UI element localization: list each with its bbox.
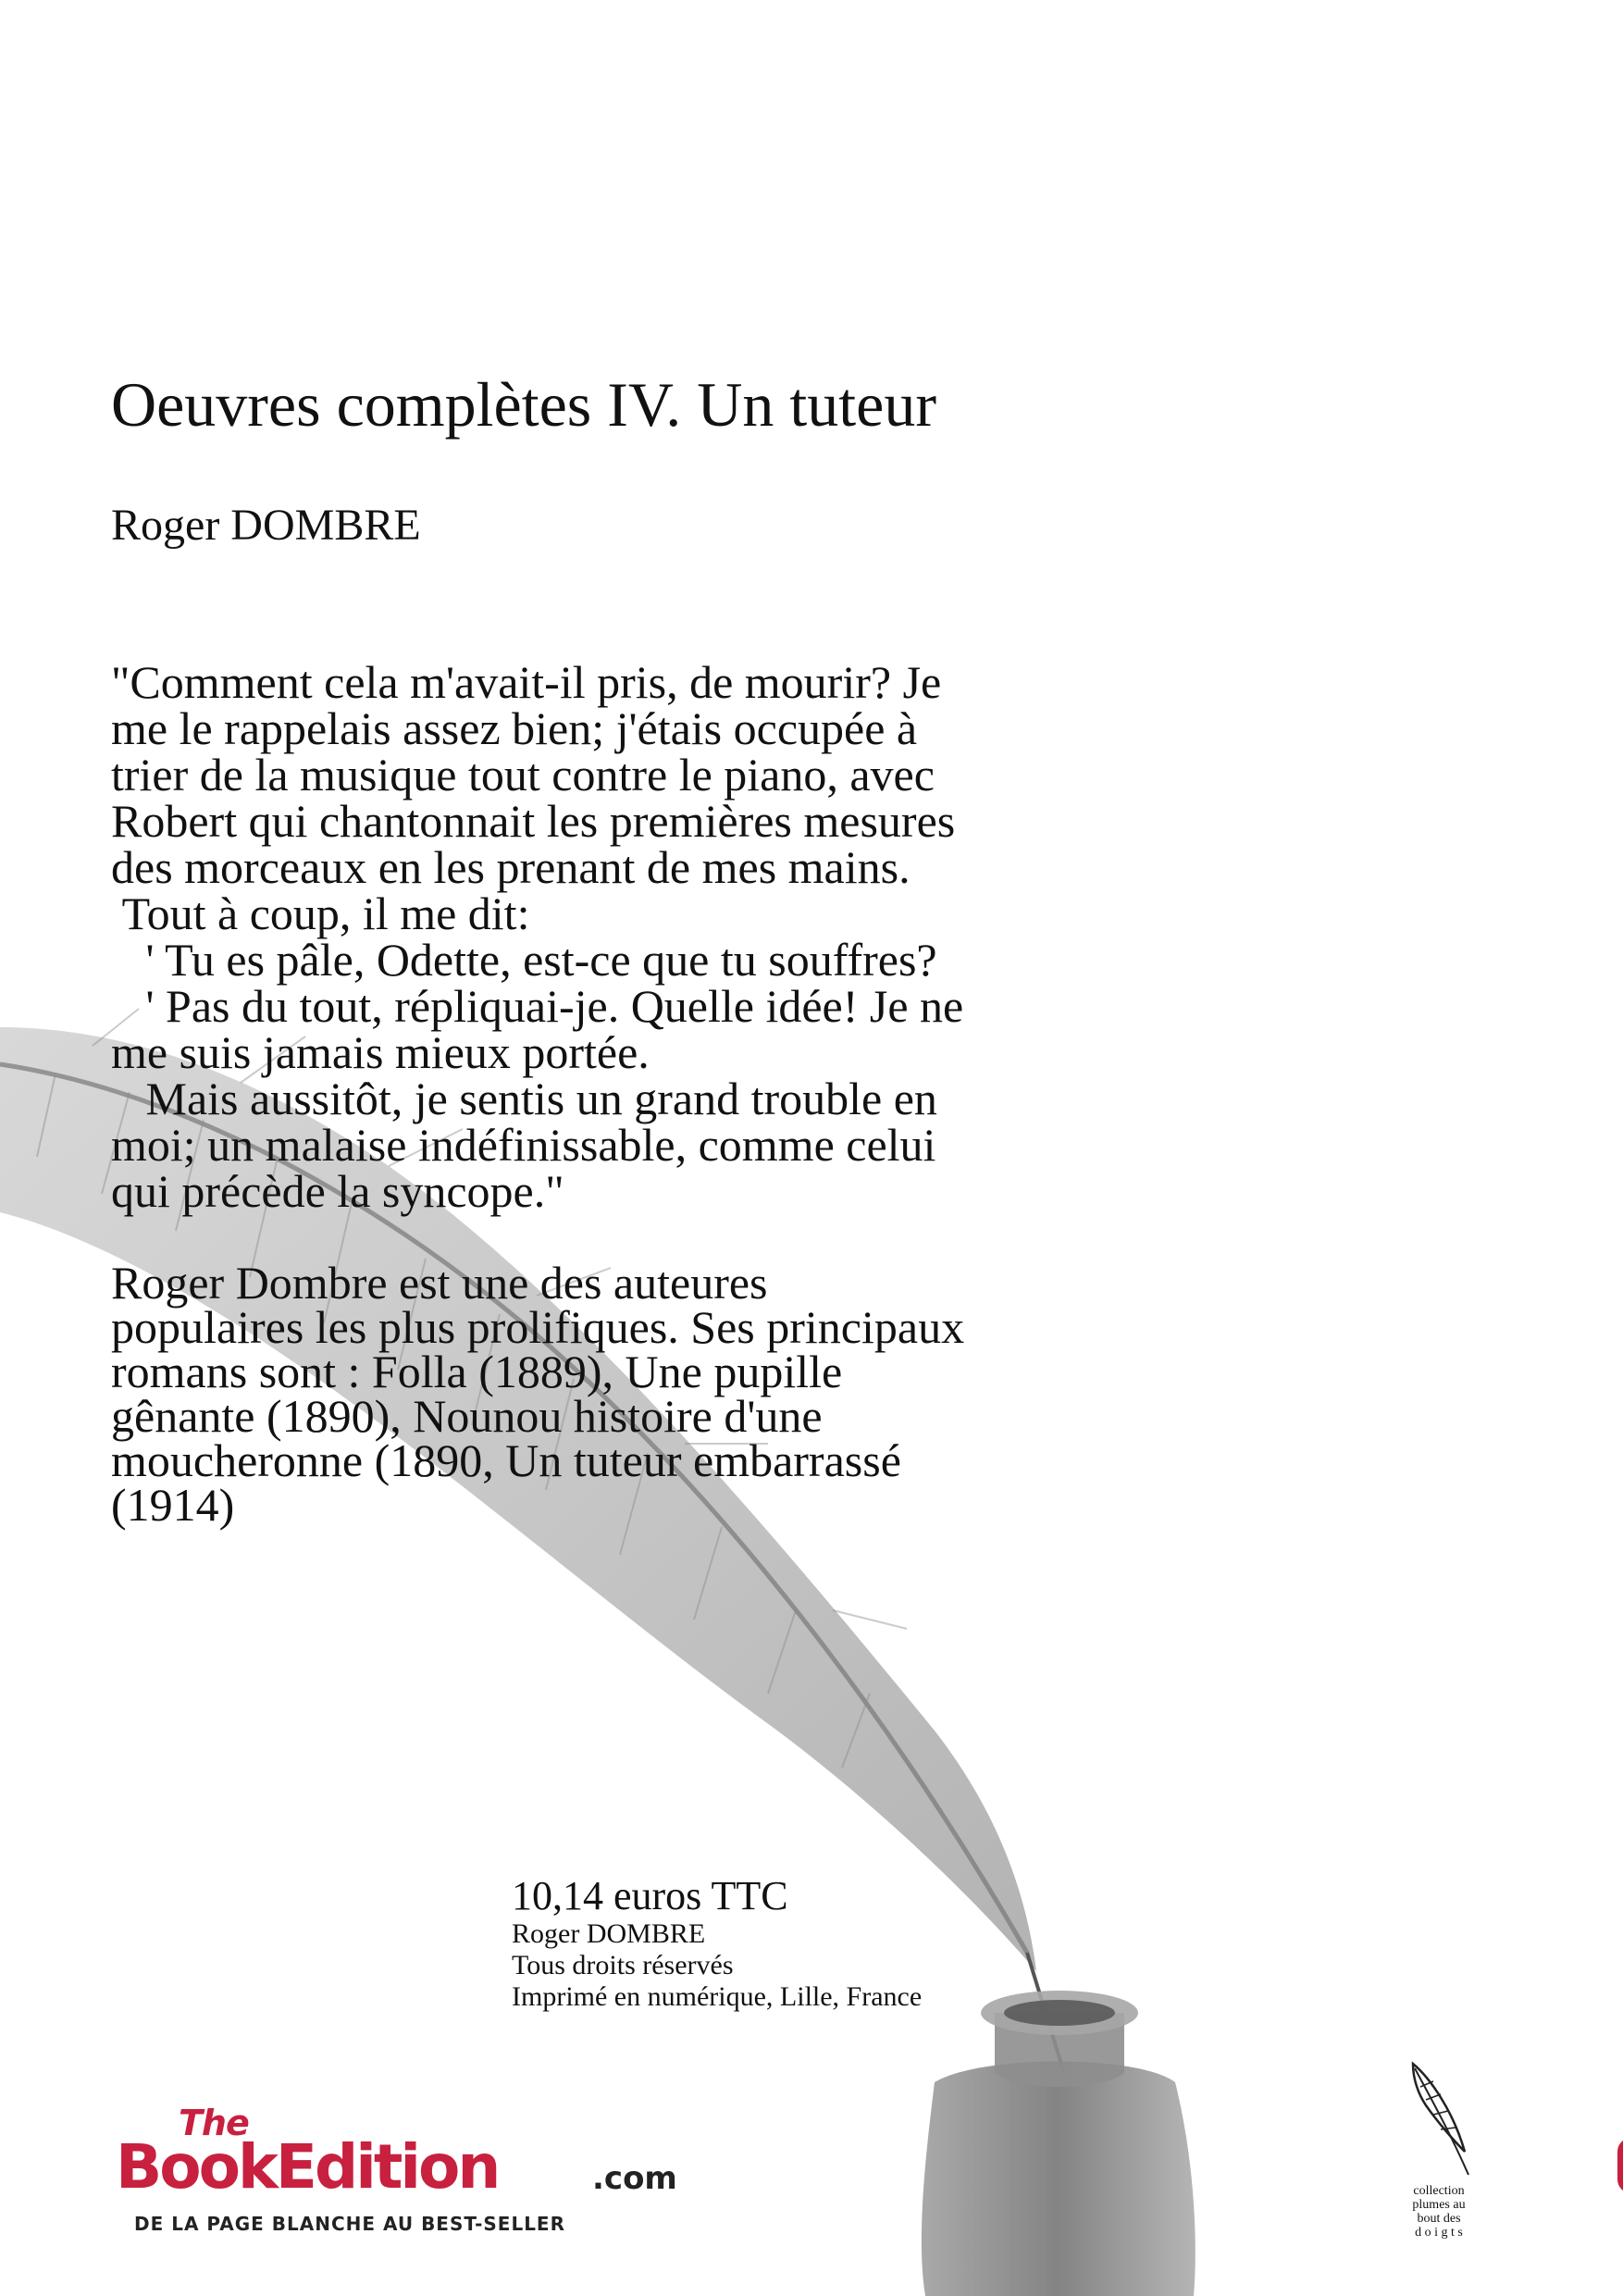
edge-marker [1617, 2138, 1623, 2193]
imprint-block [512, 1874, 922, 2013]
blurb-line: (1914) [111, 1479, 235, 1531]
excerpt-quote [111, 656, 1221, 1217]
excerpt-line: me le rappelais assez bien; j'étais occupée à [111, 702, 918, 754]
logo-domain: .com [592, 2160, 677, 2197]
blurb-line: moucheronne (1890, Un tuteur embarrassé [111, 1434, 901, 1486]
excerpt-line: ' Pas du tout, répliquai-je. Quelle idée! Je ne [111, 980, 964, 1032]
excerpt-line: trier de la musique tout contre le piano, avec [111, 749, 935, 800]
imprint-author: Roger DOMBRE [512, 1918, 706, 1949]
logo-the: The [179, 2103, 249, 2143]
collection-line: collection [1413, 2184, 1465, 2198]
blurb-line: romans sont : Folla (1889), Une pupille [111, 1346, 843, 1397]
book-author: Roger DOMBRE [111, 501, 421, 550]
excerpt-line: Tout à coup, il me dit: [111, 887, 530, 939]
quill-icon [1402, 2059, 1476, 2179]
excerpt-line: qui précède la syncope." [111, 1165, 564, 1217]
excerpt-line: moi; un malaise indéfinissable, comme celui [111, 1119, 936, 1171]
collection-line: plumes au [1412, 2198, 1466, 2212]
collection-label [1374, 2184, 1504, 2240]
print-location: Imprimé en numérique, Lille, France [512, 1981, 923, 2012]
collection-line: bout des [1417, 2212, 1461, 2226]
excerpt-line: Mais aussitôt, je sentis un grand trouble en [111, 1073, 937, 1124]
logo-wordmark: BookEdition [116, 2131, 499, 2203]
blurb-line: Roger Dombre est une des auteures [111, 1257, 768, 1309]
price-label: 10,14 euros TTC [512, 1873, 788, 1918]
excerpt-line: me suis jamais mieux portée. [111, 1026, 650, 1078]
author-blurb [111, 1257, 1221, 1531]
bookedition-logo [116, 2103, 677, 2235]
excerpt-line: Robert qui chantonnait les premières mesures [111, 795, 956, 847]
excerpt-line: ' Tu es pâle, Odette, est-ce que tu souffres? [111, 934, 937, 986]
collection-line: d o i g t s [1415, 2226, 1463, 2240]
collection-mark [1374, 2059, 1504, 2244]
excerpt-line: "Comment cela m'avait-il pris, de mourir? Je [111, 656, 942, 708]
rights-notice: Tous droits réservés [512, 1950, 734, 1980]
blurb-line: gênante (1890), Nounou histoire d'une [111, 1390, 823, 1442]
blurb-line: populaires les plus prolifiques. Ses principaux [111, 1301, 965, 1353]
excerpt-line: des morceaux en les prenant de mes mains. [111, 841, 911, 893]
logo-tagline: DE LA PAGE BLANCHE AU BEST-SELLER [134, 2213, 565, 2235]
book-title: Oeuvres complètes IV. Un tuteur [111, 369, 936, 440]
